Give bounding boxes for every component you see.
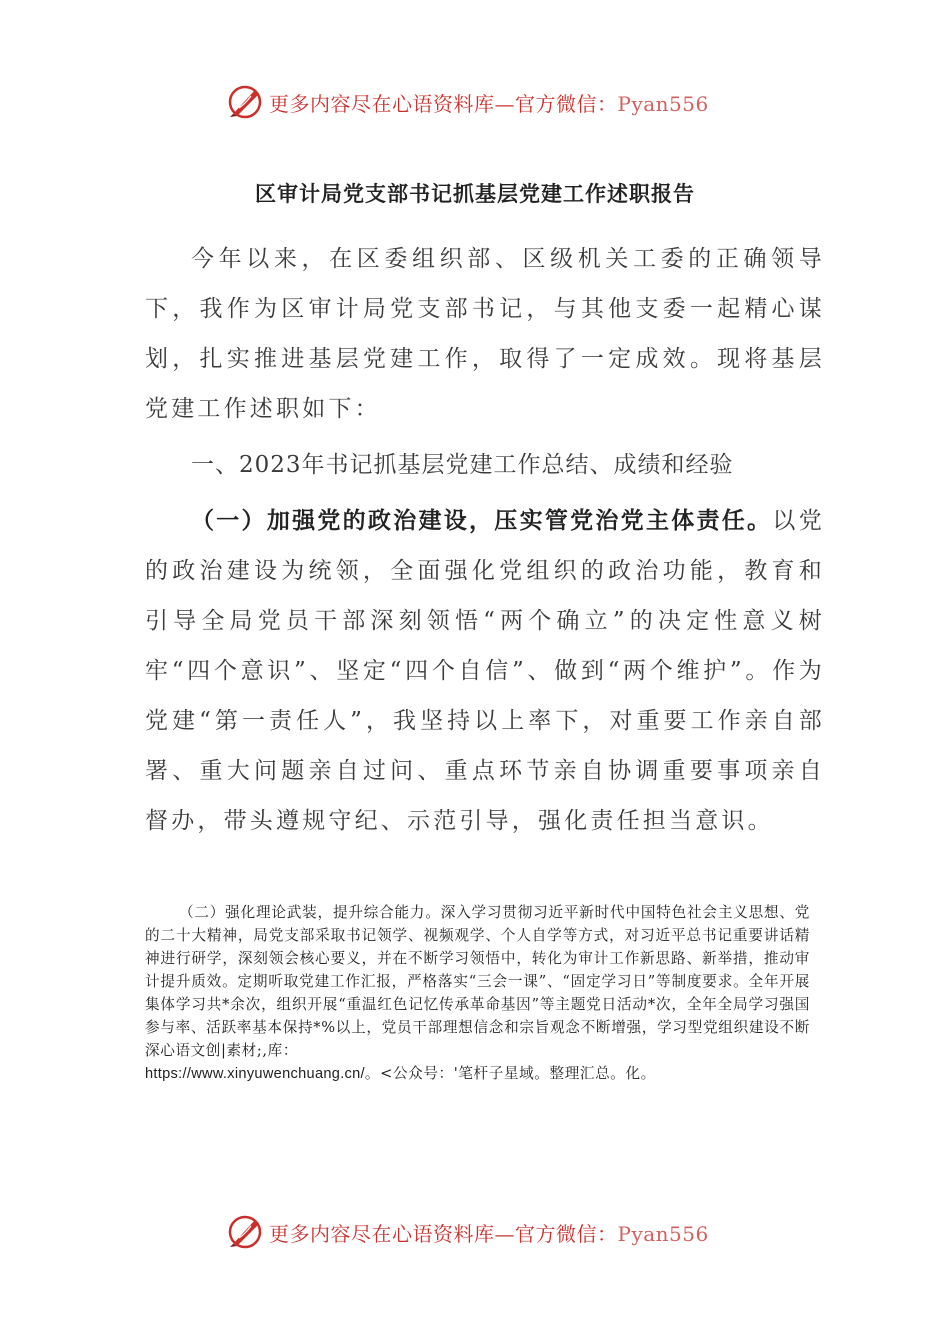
source-link[interactable]: https://www.xinyuwenchuang.cn/	[145, 1066, 365, 1082]
banner-slogan: 更多内容尽在心语资料库—官方微信：	[269, 91, 618, 116]
point-1-body: 以党的政治建设为统领，全面强化党组织的政治功能，教育和引导全局党员干部深刻领悟“两个确立”的决定性意义树牢“四个意识”、坚定“四个自信”、做到“两个维护”。作为党建“第一责任人”，我坚持以上率下，对重要工作亲自部署、重大问题亲自过问、重点环节亲自协调重要事项亲自督办，带头遵规守纪、示范引导，强化责任担当意识。	[145, 508, 826, 834]
page-title: 区审计局党支部书记抓基层党建工作述职报告	[255, 181, 695, 206]
banner-text	[269, 1218, 709, 1247]
section-heading: 一、2023年书记抓基层党建工作总结、成绩和经验	[191, 452, 734, 478]
pen-logo-icon	[225, 82, 265, 122]
wechat-id: Pyan556	[617, 1221, 709, 1246]
pen-logo-icon	[225, 1212, 265, 1252]
point-1-paragraph	[145, 496, 825, 846]
point-2-paragraph	[145, 901, 810, 1086]
footer-banner	[225, 1210, 745, 1254]
wechat-id: Pyan556	[617, 91, 709, 116]
point-2-tail: 。<公众号：'笔杆子星域。整理汇总。化。	[364, 1065, 656, 1082]
point-1-lead: （一）加强党的政治建设，压实管党治党主体责任。	[191, 507, 773, 534]
point-2-text: （二）强化理论武装，提升综合能力。深入学习贯彻习近平新时代中国特色社会主义思想、党的二十大精神，局党支部采取书记领学、视频观学、个人自学等方式，对习近平总书记重要讲话精神进行研学，深刻领会核心要义，并在不断学习领悟中，转化为审计工作新思路、新举措，推动审计提升质效。定期听取党建工作汇报，严格落实“三会一课”、“固定学习日”等制度要求。全年开展集体学习共*余次，组织开展“重温红色记忆传承革命基因”等主题党日活动*次，全年全局学习强国参与率、活跃率基本保持*%以上，党员干部理想信念和宗旨观念不断增强，学习型党组织建设不断深心语文创|素材;,库：	[145, 904, 810, 1059]
banner-text	[269, 88, 709, 117]
banner-slogan: 更多内容尽在心语资料库—官方微信：	[269, 1221, 618, 1246]
intro-paragraph: 今年以来，在区委组织部、区级机关工委的正确领导下，我作为区审计局党支部书记，与其他支委一起精心谋划，扎实推进基层党建工作，取得了一定成效。现将基层党建工作述职如下：	[145, 246, 825, 422]
header-banner	[225, 80, 745, 124]
